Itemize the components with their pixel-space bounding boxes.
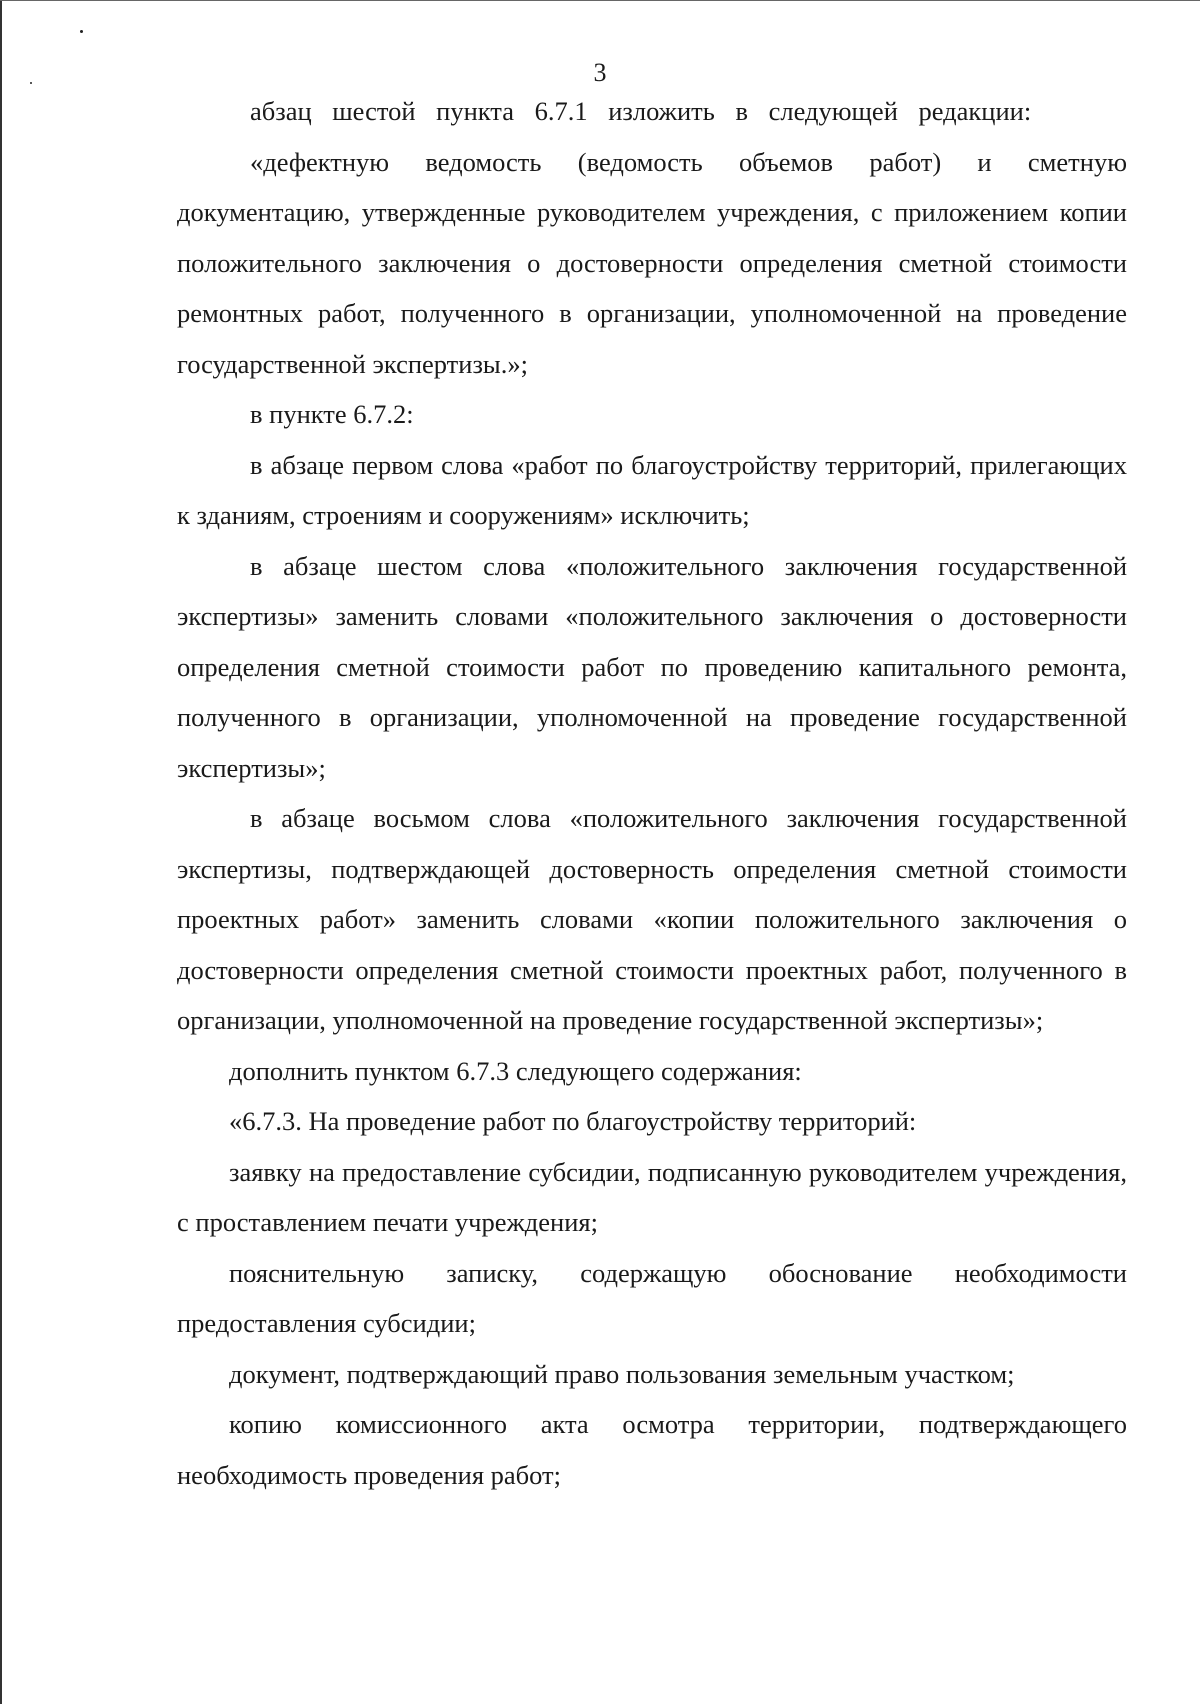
paragraph: в абзаце восьмом слова «положительного заключения государственной экспертизы, подтверждающей достоверность определения сметной стоимости проектных работ» заменить словами «копии положительного заключения о достоверности определения сметной стоимости проектных работ, полученного в организации, уполномоченной на проведение государственной экспертизы»; — [177, 803, 1127, 1035]
scan-edge-left — [0, 0, 2, 1704]
paragraph: дополнить пунктом 6.7.3 следующего содержания: — [229, 1055, 802, 1086]
paragraph: абзац шестой пункта 6.7.1 изложить в следующей редакции: — [250, 96, 1032, 126]
paragraph: в абзаце шестом слова «положительного заключения государственной экспертизы» заменить словами «положительного заключения о достоверности определения сметной стоимости работ по проведению капитального ремонта, полученного в организации, уполномоченной на проведение государственной экспертизы»; — [177, 550, 1127, 783]
paragraph: заявку на предоставление субсидии, подписанную руководителем учреждения, с проставлением печати учреждения; — [177, 1156, 1127, 1237]
paragraph: «дефектную ведомость (ведомость объемов работ) и сметную документацию, утвержденные руководителем учреждения, с приложением копии положительного заключения о достоверности определения сметной стоимости ремонтных работ, полученного в организации, уполномоченной на проведение государственной экспертизы.»; — [177, 146, 1127, 379]
paragraph: пояснительную записку, содержащую обоснование необходимости предоставления субсидии; — [177, 1257, 1127, 1338]
paragraph: в абзаце первом слова «работ по благоустройству территорий, прилегающих к зданиям, строениям и сооружениям» исключить; — [177, 449, 1127, 530]
paragraph: копию комиссионного акта осмотра территории, подтверждающего необходимость проведения работ; — [177, 1409, 1127, 1490]
paragraph: «6.7.3. На проведение работ по благоустройству территорий: — [229, 1106, 917, 1136]
paragraph: документ, подтверждающий право пользования земельным участком; — [229, 1358, 1015, 1389]
scan-speck — [80, 30, 83, 33]
document-body — [177, 86, 1127, 1500]
scan-edge-top — [0, 0, 1200, 1]
page-number: 3 — [593, 58, 607, 87]
paragraph: в пункте 6.7.2: — [250, 399, 414, 429]
